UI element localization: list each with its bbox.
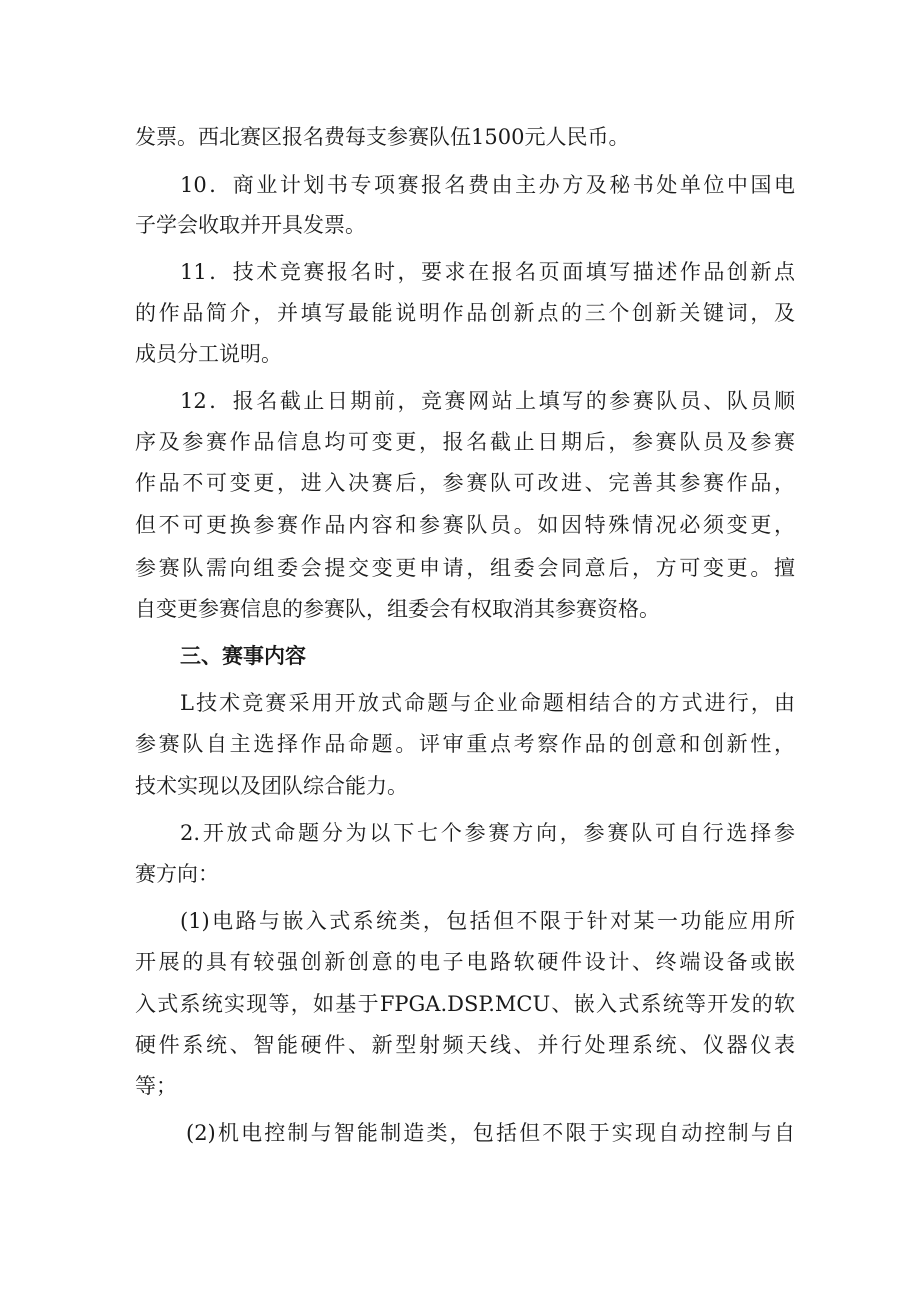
paragraph-line: (1)电路与嵌入式系统类，包括但不限于针对某一功能应用所	[180, 909, 795, 933]
paragraph-line: 参赛队需向组委会提交变更申请，组委会同意后，方可变更。擅	[135, 556, 795, 580]
paragraph-line: 序及参赛作品信息均可变更，报名截止日期后，参赛队员及参赛	[135, 430, 795, 454]
paragraph-line: 赛方向：	[135, 862, 219, 886]
paragraph-line: L技术竞赛采用开放式命题与企业命题相结合的方式进行，由	[180, 691, 795, 715]
section-heading: 三、赛事内容	[180, 643, 306, 668]
paragraph-line: 的作品简介，并填写最能说明作品创新点的三个创新关键词，及	[135, 301, 795, 325]
paragraph-line: 11．技术竞赛报名时，要求在报名页面填写描述作品创新点	[180, 260, 795, 284]
paragraph-line: 子学会收取并开具发票。	[135, 213, 366, 237]
paragraph-line: 作品不可变更，进入决赛后，参赛队可改进、完善其参赛作品，	[135, 471, 795, 495]
paragraph-line: 自变更参赛信息的参赛队，组委会有权取消其参赛资格。	[135, 597, 660, 621]
paragraph-line: 但不可更换参赛作品内容和参赛队员。如因特殊情况必须变更，	[135, 513, 795, 537]
paragraph-line: 入式系统实现等，如基于FPGA.DSP.MCU、嵌入式系统等开发的软	[135, 992, 795, 1016]
paragraph-line: 10．商业计划书专项赛报名费由主办方及秘书处单位中国电	[180, 173, 795, 197]
paragraph-line: 硬件系统、智能硬件、新型射频天线、并行处理系统、仪器仪表	[135, 1033, 795, 1057]
paragraph-line: 等；	[135, 1074, 177, 1098]
paragraph-line: 发票。西北赛区报名费每支参赛队伍1500元人民币。	[135, 125, 630, 149]
paragraph-line: 开展的具有较强创新创意的电子电路软硬件设计、终端设备或嵌	[135, 950, 795, 974]
paragraph-line: 成员分工说明。	[135, 342, 282, 366]
paragraph-line: 参赛队自主选择作品命题。评审重点考察作品的创意和创新性，	[135, 732, 795, 756]
paragraph-line: 2.开放式命题分为以下七个参赛方向，参赛队可自行选择参	[180, 821, 795, 845]
paragraph-line: (2)机电控制与智能制造类，包括但不限于实现自动控制与自	[186, 1121, 795, 1145]
paragraph-line: 12．报名截止日期前，竞赛网站上填写的参赛队员、队员顺	[180, 389, 795, 413]
paragraph-line: 技术实现以及团队综合能力。	[135, 774, 408, 798]
